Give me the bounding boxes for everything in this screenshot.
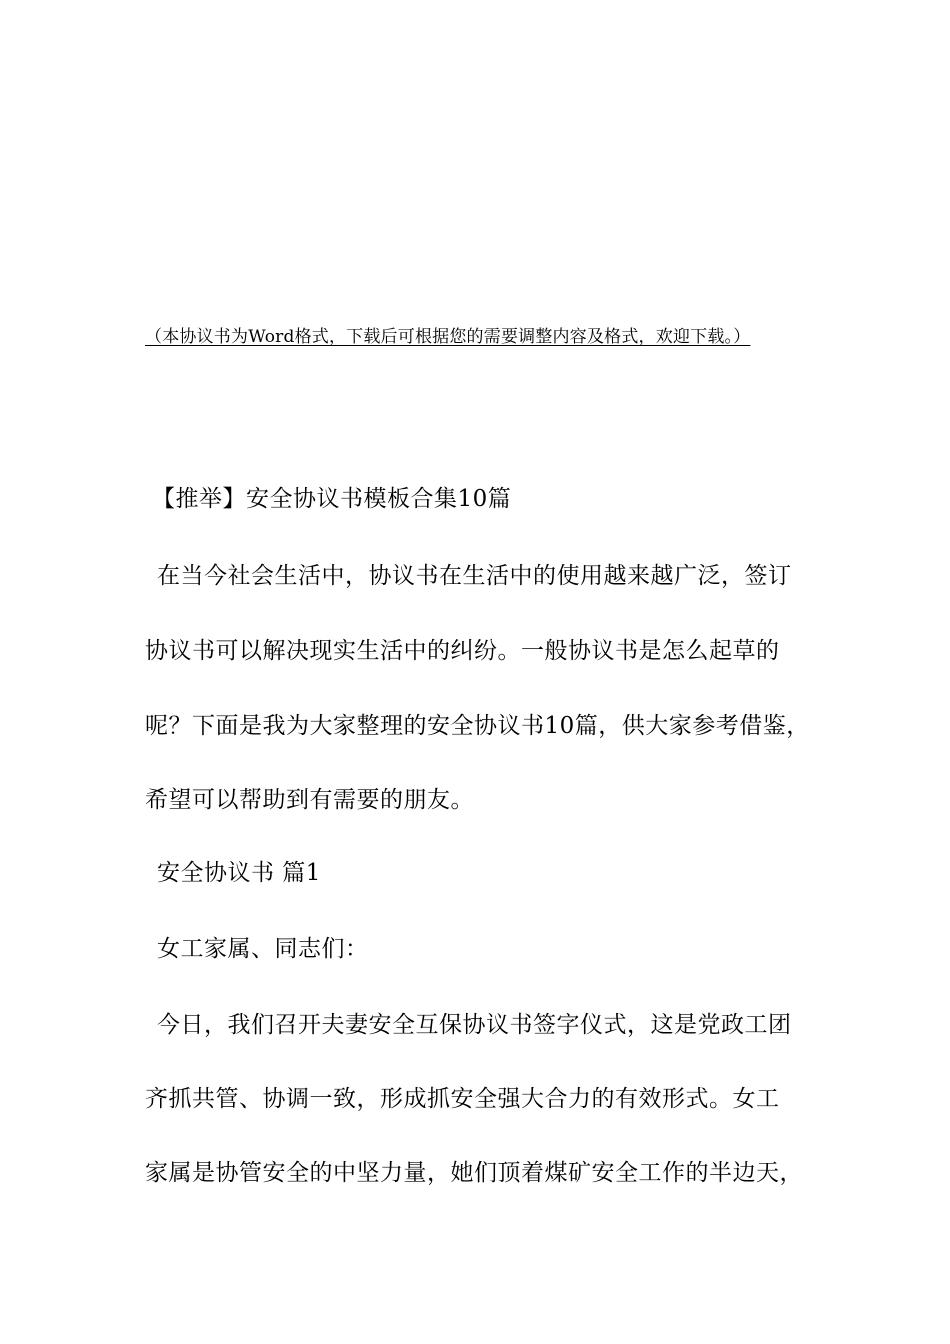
document-title: 【推举】安全协议书模板合集10篇 xyxy=(152,486,512,512)
body-line-3: 家属是协管安全的中坚力量，她们顶着煤矿安全工作的半边天， xyxy=(145,1160,803,1186)
intro-line-3: 呢？下面是我为大家整理的安全协议书10篇，供大家参考借鉴， xyxy=(145,713,810,739)
body-line-1: 今日，我们召开夫妻安全互保协议书签字仪式，这是党政工团 xyxy=(157,1012,792,1038)
body-line-2: 齐抓共管、协调一致，形成抓安全强大合力的有效形式。女工 xyxy=(145,1086,780,1112)
section-heading: 安全协议书 篇1 xyxy=(157,860,321,886)
intro-line-4: 希望可以帮助到有需要的朋友。 xyxy=(145,787,474,813)
intro-line-1: 在当今社会生活中，协议书在生活中的使用越来越广泛，签订 xyxy=(157,563,792,589)
intro-line-2: 协议书可以解决现实生活中的纠纷。一般协议书是怎么起草的 xyxy=(145,638,780,664)
salutation: 女工家属、同志们： xyxy=(157,936,369,962)
format-note: （本协议书为Word格式，下载后可根据您的需要调整内容及格式，欢迎下载。） xyxy=(145,327,751,347)
